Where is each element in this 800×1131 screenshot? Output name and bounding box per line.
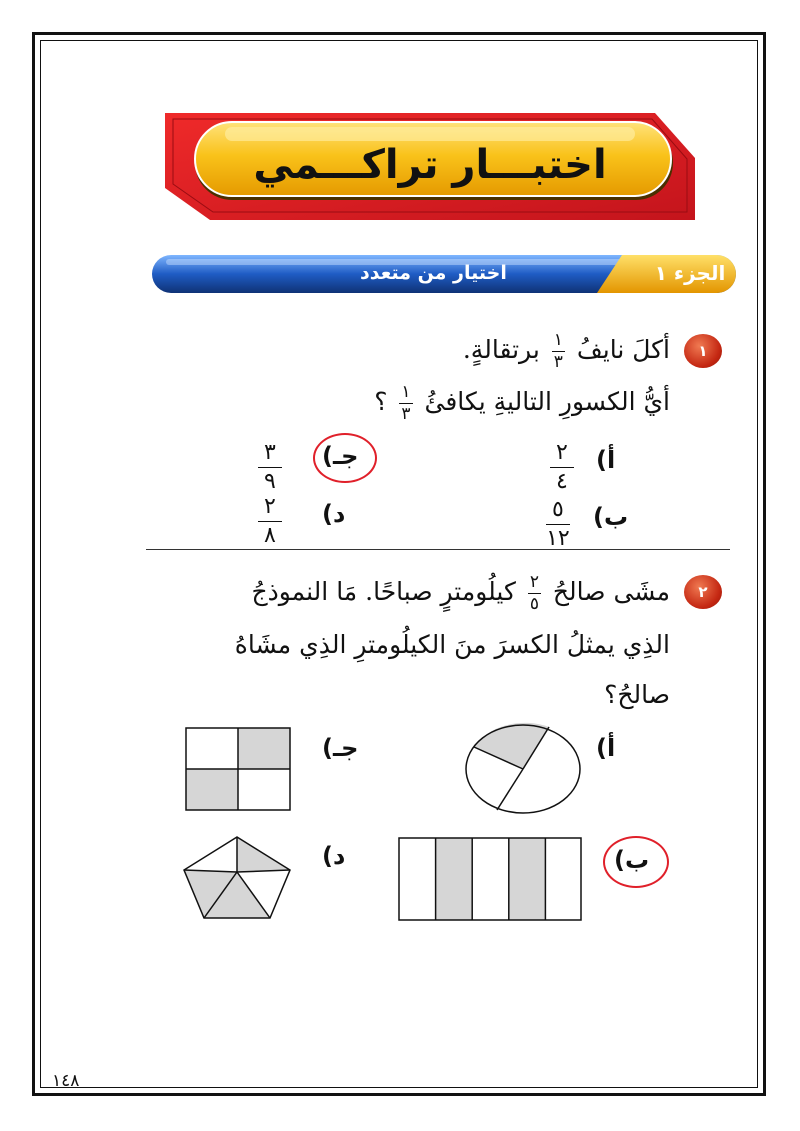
question-divider xyxy=(146,549,730,550)
q1-fraction-one-third: $\frac{١}{٣}$ xyxy=(553,330,563,372)
q1-option-d-label[interactable]: د) xyxy=(322,500,346,528)
question-1-line-1 xyxy=(300,332,670,371)
square-grid-icon xyxy=(185,727,291,811)
section-number: الجزء ١ xyxy=(654,261,726,285)
question-1-line-2 xyxy=(300,384,670,423)
q1-option-d-fraction: ٢ ٨ xyxy=(258,496,282,547)
question-2-line-3: صالحُ؟ xyxy=(604,680,670,709)
q2-text-a: مشَى صالحُ xyxy=(552,577,670,606)
q1-option-a-fraction: ٢ ٤ xyxy=(550,442,574,493)
q2-option-a-label[interactable]: أ) xyxy=(596,734,616,762)
q1-fraction-one-third-2: $\frac{١}{٣}$ xyxy=(401,382,411,424)
q1-option-b-label[interactable]: ب) xyxy=(593,503,629,531)
circle-icon xyxy=(463,722,583,816)
five-bars-icon xyxy=(398,837,582,921)
q1-text-b: برتقالةٍ. xyxy=(462,335,540,364)
page-title: اختبـــار تراكـــمي xyxy=(253,142,607,188)
q2-option-d-label[interactable]: د) xyxy=(322,842,346,870)
question-2-number: ٢ xyxy=(684,575,722,609)
question-1-number: ١ xyxy=(684,334,722,368)
q2-text-b: كيلُومترٍ صباحًا. مَا النموذجُ xyxy=(251,577,516,606)
q2-option-c-label[interactable]: جـ) xyxy=(322,734,359,762)
pentagon-icon xyxy=(180,836,294,920)
section-title: اختيار من متعدد xyxy=(360,262,507,284)
question-2-line-2: الذِي يمثلُ الكسرَ منَ الكيلُومترِ الذِي مشَاهُ xyxy=(234,630,670,659)
q1-text-a: أكلَ نايفُ xyxy=(576,335,670,364)
q1-option-c-fraction: ٣ ٩ xyxy=(258,442,282,493)
q2-option-b-label[interactable]: ب) xyxy=(614,846,650,874)
q1-text-c: أيُّ الكسورِ التاليةِ يكافئُ xyxy=(424,387,670,416)
q1-option-b-fraction: ٥ ١٢ xyxy=(546,497,570,551)
question-2-line-1 xyxy=(150,574,670,613)
q1-option-c-label[interactable]: جـ) xyxy=(322,442,359,470)
q2-fraction-two-fifths: $\frac{٢}{٥}$ xyxy=(529,572,539,614)
q1-option-a-label[interactable]: أ) xyxy=(596,446,616,474)
q1-text-d: ؟ xyxy=(374,387,388,416)
page-number: ١٤٨ xyxy=(52,1071,80,1091)
